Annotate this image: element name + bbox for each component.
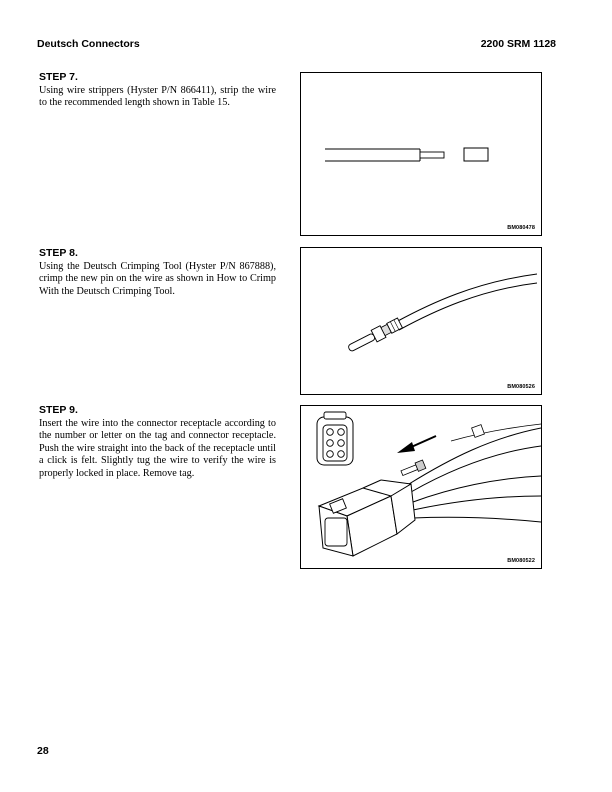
figure-code: BM080522	[507, 558, 535, 564]
step-7-title: STEP 7.	[39, 71, 78, 83]
connector-receptacle	[319, 480, 415, 556]
step-8	[39, 247, 276, 298]
connector-face-view	[317, 412, 353, 465]
figure-crimped-pin	[300, 247, 542, 395]
step-9-title: STEP 9.	[39, 404, 78, 416]
figure-code: BM080478	[507, 225, 535, 231]
figure-code: BM080526	[507, 384, 535, 390]
connector-insertion-illustration	[301, 406, 541, 568]
step-8-text: Using the Deutsch Crimping Tool (Hyster P/N 867888), crimp the new pin on the wire as shown in How to Crimp With the Deutsch Crimping Tool.	[39, 261, 276, 297]
stripped-wire-illustration	[301, 73, 541, 235]
insertion-arrow	[397, 436, 436, 453]
page-number: 28	[37, 745, 49, 757]
figure-connector-insertion	[300, 405, 542, 569]
step-8-title: STEP 8.	[39, 247, 78, 259]
step-7	[39, 71, 276, 110]
running-header-manual-number: 2200 SRM 1128	[480, 38, 556, 50]
step-9	[39, 404, 276, 480]
crimped-pin-illustration	[301, 248, 541, 394]
figure-stripped-wire	[300, 72, 542, 236]
running-header-title: Deutsch Connectors	[37, 38, 140, 50]
step-9-text: Insert the wire into the connector receptacle according to the number or letter on the tag and connector receptacle. Push the wire straight into the back of the receptacle until a click is felt. Slightly tug the wire to verify the wire is properly locked in place. Remove tag.	[39, 418, 276, 479]
step-7-text: Using wire strippers (Hyster P/N 866411), strip the wire to the recommended length shown in Table 15.	[39, 85, 276, 109]
